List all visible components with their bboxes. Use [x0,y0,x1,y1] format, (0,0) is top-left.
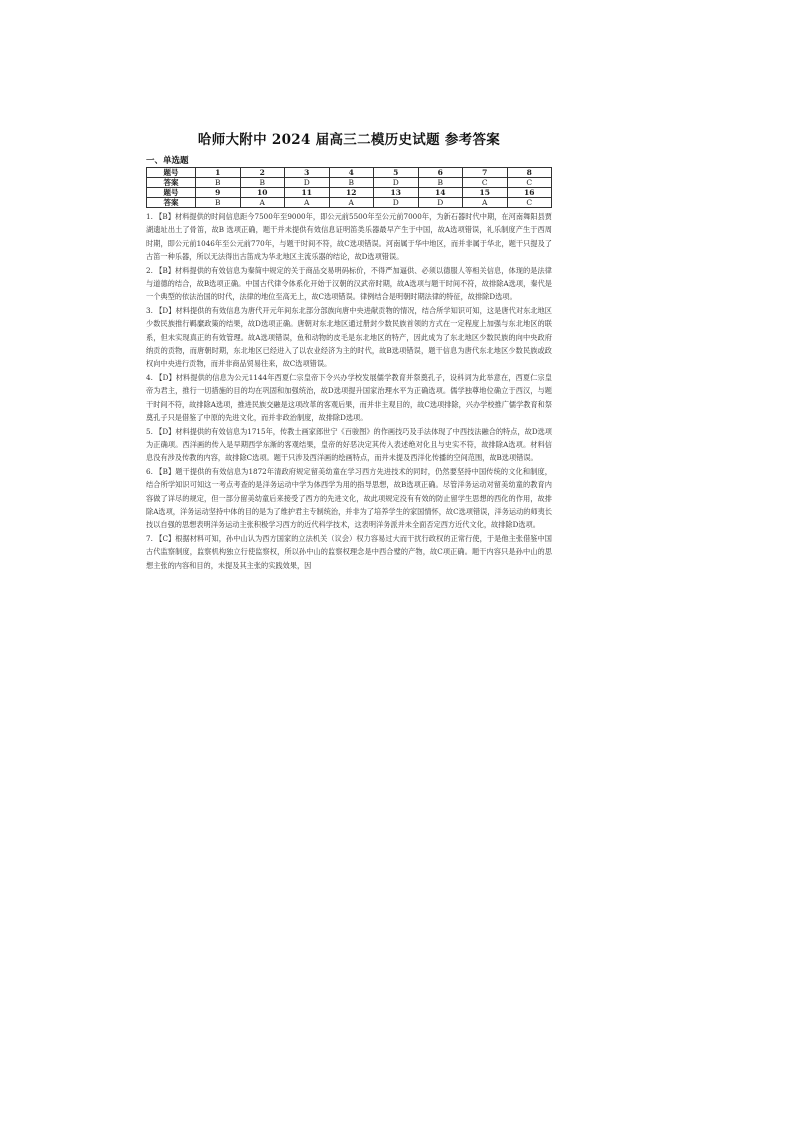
question-number-cell: 9 [196,188,241,198]
explanation-paragraph: 5. 【D】材料提供的有效信息为1715年，传教士画家郎世宁《百骏图》的作画技巧及手法体现了中西技法融合的特点，故D选项为正确项。西洋画的传入是早期西学东渐的客观结果，皇帝的好恶决定其传入表述绝对化且与史实不符，故排除A选项。材料信息没有涉及传教的内容，故排除C选项。题干只涉及西洋画的绘画特点，而并未提及西洋化传播的空间范围，故B选项错误。 [146,426,552,463]
question-number-cell: 1 [196,168,241,178]
explanation-paragraph: 1. 【B】材料提供的时间信息距今7500年至9000年，即公元前5500年至公元前7000年，为新石器时代中期，在河南舞阳县贾湖遗址出土了骨笛，故B 选项正确，题干并未提供有效信息证明笛类乐器最早产生于中国，故A选项错误，礼乐制度产生于西周时期，即公元前1046年至公元前770年，与题干时间不符，故C选项错误。河南属于华中地区，而并非属于华北，题干只提及了古笛一种乐器，所以无法得出古笛成为华北地区主流乐器的结论，故D选项错误。 [146,212,552,262]
question-number-cell: 2 [240,168,285,178]
question-number-cell: 16 [507,188,552,198]
row-label-number: 题号 [147,188,196,198]
question-number-cell: 11 [285,188,330,198]
row-label-answer: 答案 [147,178,196,188]
answer-cell: B [196,178,241,188]
question-number-cell: 4 [329,168,374,178]
answer-page [146,128,552,572]
question-number-cell: 5 [374,168,419,178]
answer-cell: B [329,178,374,188]
row-label-answer: 答案 [147,198,196,208]
question-number-cell: 3 [285,168,330,178]
answer-cell: A [463,198,508,208]
answer-cell: C [463,178,508,188]
question-number-cell: 12 [329,188,374,198]
answer-cell: A [285,198,330,208]
question-number-cell: 8 [507,168,552,178]
answer-cell: B [418,178,463,188]
explanations [146,210,552,572]
answer-cell: D [374,178,419,188]
answer-table [146,167,552,208]
question-number-cell: 13 [374,188,419,198]
section-heading: 一、单选题 [146,156,189,166]
answer-cell: C [507,198,552,208]
row-label-number: 题号 [147,168,196,178]
page-title: 哈师大附中 2024 届高三二模历史试题 参考答案 [197,132,501,148]
explanation-paragraph: 6. 【B】题干提供的有效信息为1872年清政府规定留美幼童在学习西方先进技术的同时，仍然要坚持中国传统的文化和制度，结合所学知识可知这一考点考查的是洋务运动中学为体西学为用的指导思想，故B选项正确。尽管洋务运动对留美幼童的教育内容做了详尽的规定，但一部分留美幼童后来接受了西方的先进文化，故此项规定没有有效的防止留学生思想的西化的作用，故排除A选项，洋务运动坚持中体的目的是为了维护君主专制统治，并非为了培养学生的家国情怀，故C选项错误，洋务运动的师夷长技以自强的思想表明洋务运动主张积极学习西方的近代科学技术，这表明洋务派并未全面否定西方近代文化，故排除D选项。 [146,466,553,530]
question-number-row [147,168,552,178]
answer-cell: B [196,198,241,208]
question-number-cell: 7 [463,168,508,178]
question-number-cell: 14 [418,188,463,198]
answer-cell: D [374,198,419,208]
answer-cell: D [418,198,463,208]
question-number-cell: 15 [463,188,508,198]
question-number-cell: 10 [240,188,285,198]
answer-cell: A [329,198,374,208]
answer-cell: C [507,178,552,188]
explanation-paragraph: 2. 【B】材料提供的有效信息为秦简中规定的关于商品交易明码标价，不得严加逼供、必须以德服人等相关信息，体现的是法律与道德的结合，故B选项正确。中国古代律令体系化开始于汉朝的汉武帝时期，故A选项与题干时间不符，故排除A选项，秦代是一个典型的依法治国的时代，法律的地位至高无上，故C选项错误。律例结合是明朝时期法律的特征，故排除D选项。 [146,265,552,302]
answer-cell: D [285,178,330,188]
answer-cell: A [240,198,285,208]
question-number-cell: 6 [418,168,463,178]
explanation-paragraph: 4. 【D】材料提供的信息为公元1144年西夏仁宗皇帝下令兴办学校发展儒学教育并祭奠孔子，设科词为此举意在，西夏仁宗皇帝为君主，推行一切措施的目的均在巩固和加强统治，故D选项提升国家治理水平为正确选项。儒学独尊地位确立于西汉，与题干时间不符，故排除A选项，推进民族交融是这项改革的客观后果，而并非主观目的，故C选项排除，兴办学校推广儒学教育和祭奠孔子只是借鉴了中原的先进文化，而并非政治制度，故排除D选项。 [146,372,553,423]
answer-row [147,198,552,208]
answer-cell: B [240,178,285,188]
answer-row [147,178,552,188]
explanation-paragraph: 7. 【C】根据材料可知，孙中山认为西方国家的立法机关（议会）权力容易过大而干扰行政权的正常行使，于是他主张借鉴中国古代监察制度，监察机构独立行使监察权，所以孙中山的监察权理念是中西合璧的产物，故C项正确。题干内容只是孙中山的思想主张的内容和目的，未提及其主张的实践效果，因 [146,533,552,570]
explanation-paragraph: 3. 【D】材料提供的有效信息为唐代开元年间东北部分部族向唐中央进献贡物的情况，结合所学知识可知，这是唐代对东北地区少数民族推行羁縻政策的结果，故D选项正确。唐朝对东北地区通过册封少数民族首领的方式在一定程度上加强与东北地区的联系，但未实现真正的有效管理。故A选项错误，鱼和动物的皮毛是东北地区的特产，因此成为了东北地区少数民族的向中央政府纳贡的贡物，而唐朝时期，东北地区已经进入了以农业经济为主的时代，故B选项错误，题干信息为唐代东北地区少数民族或政权向中央进行贡物，而并非商品贸易往来，故C选项错误。 [146,305,552,369]
question-number-row [147,188,552,198]
